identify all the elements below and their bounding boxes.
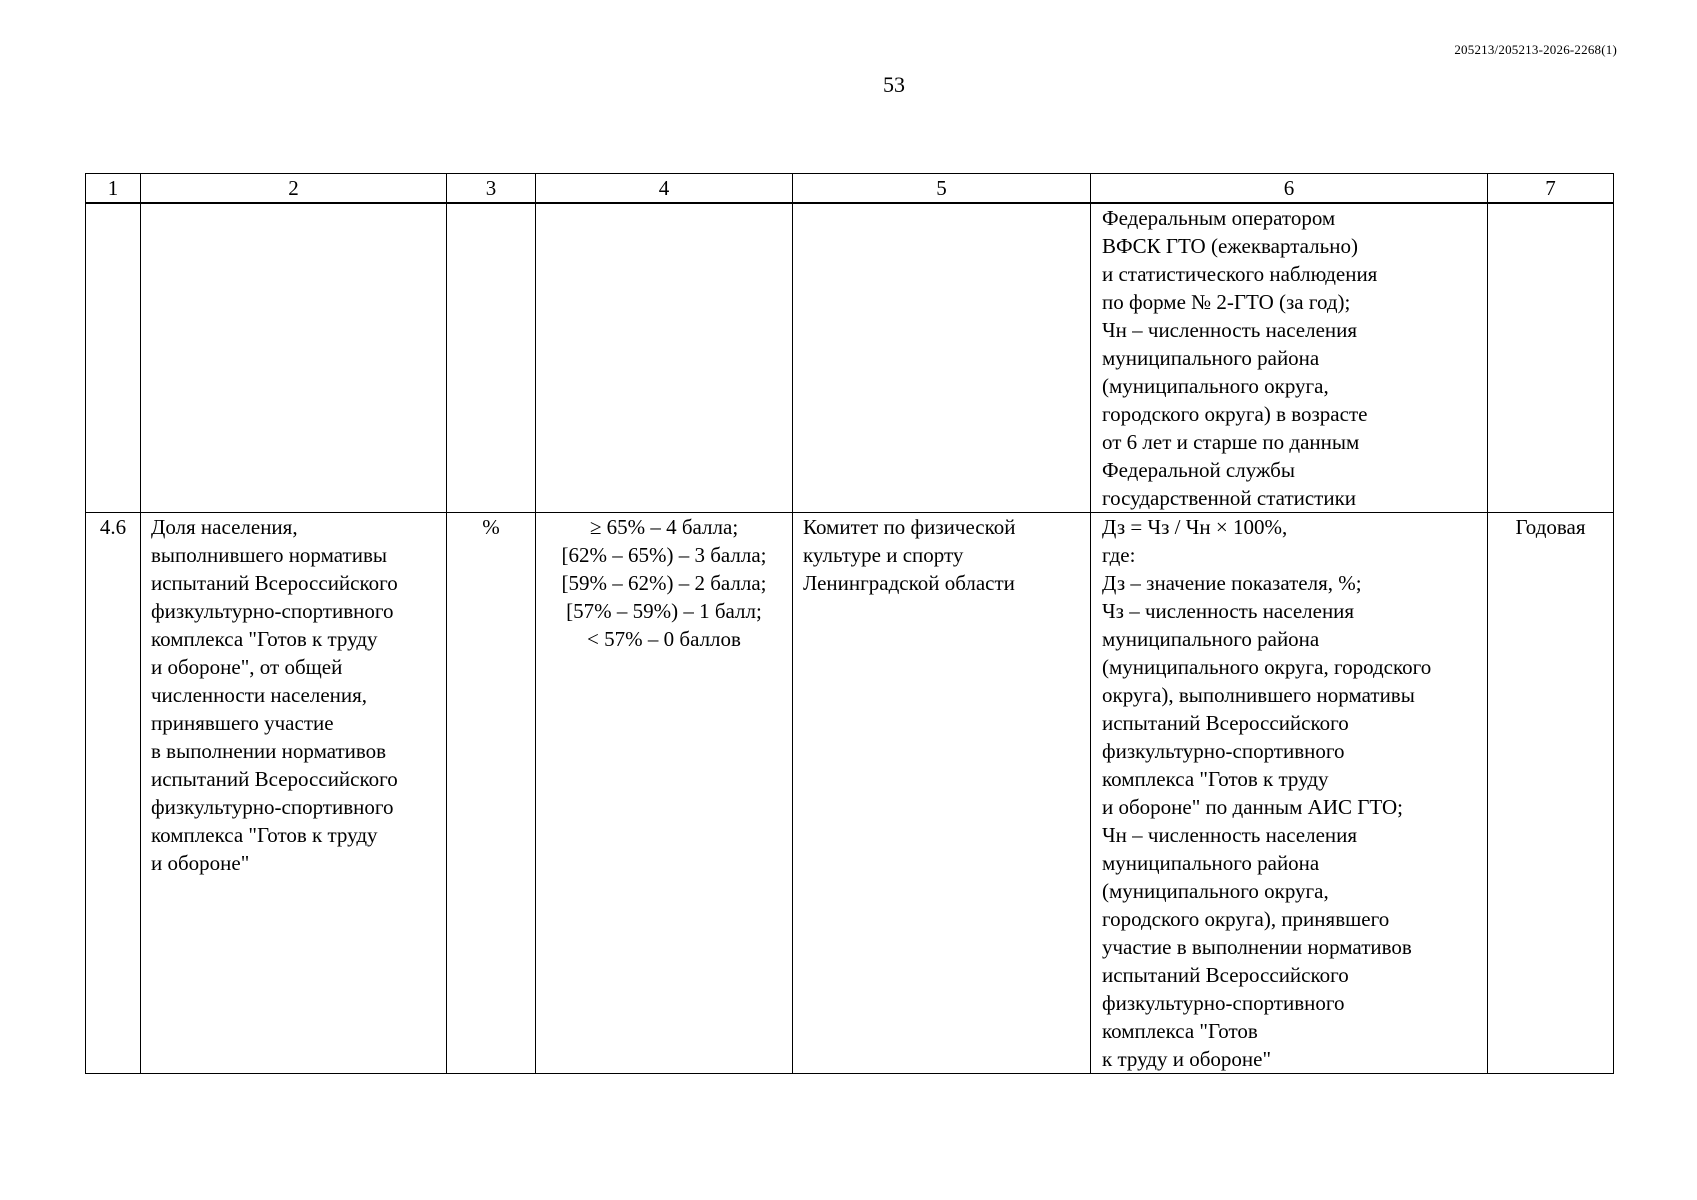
text-line: комплекса "Готов к труду <box>151 823 378 847</box>
text-line: государственной статистики <box>1102 486 1357 510</box>
column-header-7: 7 <box>1488 174 1614 204</box>
indicators-table <box>85 173 1614 1074</box>
column-header-1: 1 <box>86 174 141 204</box>
continuation-cell-1 <box>86 203 141 513</box>
text-line: [57% – 59%) – 1 балл; <box>566 599 762 623</box>
text-line: испытаний Всероссийского <box>151 571 398 595</box>
text-line: городского округа) в возрасте <box>1102 402 1368 426</box>
text-line: муниципального района <box>1102 851 1320 875</box>
text-line: Доля населения, <box>151 515 298 539</box>
unit-cell: % <box>447 513 536 1074</box>
continuation-cell-7 <box>1488 203 1614 513</box>
text-line: ≥ 65% – 4 балла; <box>589 515 739 539</box>
text-line: [62% – 65%) – 3 балла; <box>561 543 767 567</box>
column-header-3: 3 <box>447 174 536 204</box>
text-line: где: <box>1102 543 1136 567</box>
text-line: муниципального района <box>1102 627 1320 651</box>
continuation-calculation-cell <box>1091 203 1488 513</box>
text-line: Комитет по физической <box>803 515 1016 539</box>
text-line: культуре и спорту <box>803 543 964 567</box>
continuation-cell-3 <box>447 203 536 513</box>
text-line: муниципального района <box>1102 346 1320 370</box>
text-line: численности населения, <box>151 683 368 707</box>
indicator-name-cell <box>141 513 447 1074</box>
column-header-2: 2 <box>141 174 447 204</box>
text-line: ВФСК ГТО (ежеквартально) <box>1102 234 1358 258</box>
continuation-cell-5 <box>793 203 1091 513</box>
table-row-continuation <box>86 203 1614 513</box>
text-line: Дз – значение показателя, %; <box>1102 571 1362 595</box>
document-id: 205213/205213-2026-2268(1) <box>1454 42 1617 57</box>
text-line: (муниципального округа, городского <box>1102 655 1432 679</box>
text-line: принявшего участие <box>151 711 334 735</box>
score-scale-cell <box>536 513 793 1074</box>
text-line: выполнившего нормативы <box>151 543 387 567</box>
text-line: Федеральным оператором <box>1102 206 1336 230</box>
text-line: (муниципального округа, <box>1102 374 1329 398</box>
page-number: 53 <box>883 72 905 97</box>
column-header-5: 5 <box>793 174 1091 204</box>
text-line: по форме № 2-ГТО (за год); <box>1102 290 1351 314</box>
text-line: участие в выполнении нормативов <box>1102 935 1412 959</box>
text-line: в выполнении нормативов <box>151 739 387 763</box>
column-header-4: 4 <box>536 174 793 204</box>
continuation-cell-4 <box>536 203 793 513</box>
text-line: физкультурно-спортивного <box>1102 991 1345 1015</box>
responsible-body-cell <box>793 513 1091 1074</box>
text-line: комплекса "Готов к труду <box>151 627 378 651</box>
text-line: и обороне" по данным АИС ГТО; <box>1102 795 1403 819</box>
text-line: физкультурно-спортивного <box>151 599 394 623</box>
text-line: и обороне" <box>151 851 250 875</box>
text-line: физкультурно-спортивного <box>151 795 394 819</box>
text-line: Чн – численность населения <box>1102 318 1358 342</box>
text-line: Чз – численность населения <box>1102 599 1355 623</box>
text-line: к труду и обороне" <box>1102 1047 1272 1071</box>
periodicity-cell: Годовая <box>1488 513 1614 1074</box>
calculation-method-cell <box>1091 513 1488 1074</box>
text-line: от 6 лет и старше по данным <box>1102 430 1360 454</box>
text-line: городского округа), принявшего <box>1102 907 1390 931</box>
table-row-4-6 <box>86 513 1614 1074</box>
column-number-row <box>86 174 1614 204</box>
text-line: Ленинградской области <box>803 571 1015 595</box>
text-line: Дз = Чз / Чн × 100%, <box>1102 515 1288 539</box>
text-line: физкультурно-спортивного <box>1102 739 1345 763</box>
text-line: < 57% – 0 баллов <box>587 627 741 651</box>
text-line: Федеральной службы <box>1102 458 1295 482</box>
column-header-6: 6 <box>1091 174 1488 204</box>
text-line: комплекса "Готов <box>1102 1019 1258 1043</box>
text-line: округа), выполнившего нормативы <box>1102 683 1415 707</box>
text-line: комплекса "Готов к труду <box>1102 767 1329 791</box>
text-line: и статистического наблюдения <box>1102 262 1378 286</box>
text-line: Чн – численность населения <box>1102 823 1358 847</box>
text-line: испытаний Всероссийского <box>1102 711 1349 735</box>
text-line: и обороне", от общей <box>151 655 343 679</box>
row-number: 4.6 <box>86 513 141 1074</box>
text-line: испытаний Всероссийского <box>151 767 398 791</box>
text-line: [59% – 62%) – 2 балла; <box>561 571 767 595</box>
continuation-cell-2 <box>141 203 447 513</box>
text-line: испытаний Всероссийского <box>1102 963 1349 987</box>
text-line: (муниципального округа, <box>1102 879 1329 903</box>
